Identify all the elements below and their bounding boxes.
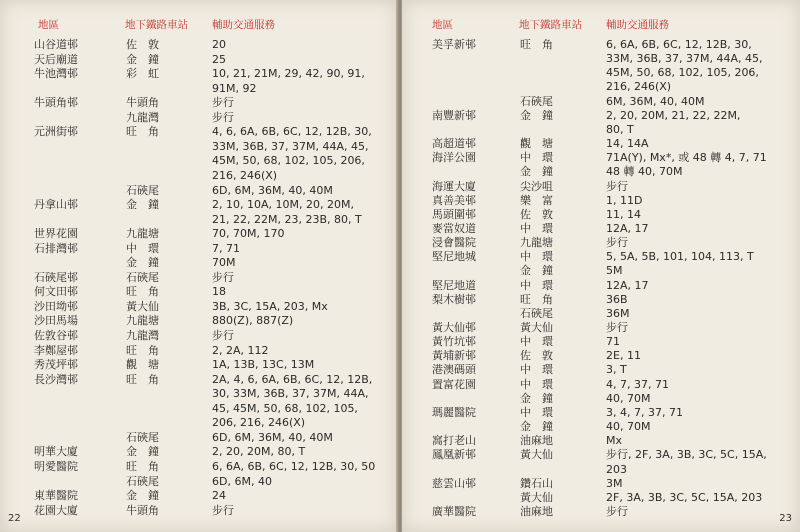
services-cell: 206, 216, 246(X) — [212, 416, 306, 430]
services-cell: 3, 4, 7, 37, 71 — [606, 405, 683, 419]
services-cell: 2, 10, 10A, 10M, 20, 20M, — [212, 198, 354, 212]
area-cell: 馬頭圍邨 — [432, 207, 476, 221]
area-cell: 海運大廈 — [432, 179, 476, 193]
services-cell: 216, 246(X) — [212, 168, 278, 182]
services-cell: 6, 6A, 6B, 6C, 12, 12B, 30, — [606, 38, 752, 51]
station-cell: 旺 角 — [520, 38, 553, 51]
station-cell: 尖沙咀 — [520, 179, 553, 193]
services-cell: 12A, 17 — [606, 278, 649, 292]
station-cell: 樂 富 — [520, 193, 553, 207]
area-cell: 佐敦谷邨 — [34, 329, 78, 342]
services-cell: 18 — [212, 285, 226, 299]
area-cell: 東華醫院 — [34, 489, 78, 503]
station-cell: 牛頭角 — [126, 96, 159, 110]
header-station: 地下鐵路車站 — [519, 19, 582, 31]
station-cell: 中 環 — [520, 363, 553, 377]
table-row — [0, 503, 398, 519]
station-cell: 金 鐘 — [520, 264, 553, 278]
station-cell: 九龍灣 — [126, 329, 159, 342]
services-cell: 1A, 13B, 13C, 13M — [212, 358, 315, 372]
services-cell: 14, 14A — [606, 137, 649, 151]
services-cell: 24 — [212, 489, 226, 503]
station-cell: 中 環 — [520, 335, 553, 349]
area-cell: 瑪麗醫院 — [432, 405, 476, 419]
station-cell: 佐 敦 — [520, 207, 553, 221]
services-cell: 48 轉 40, 70M — [606, 165, 683, 179]
station-cell: 旺 角 — [126, 285, 159, 299]
services-cell: 21, 22, 22M, 23, 23B, 80, T — [212, 212, 362, 226]
header-area: 地區 — [432, 19, 453, 31]
services-cell: 40, 70M — [606, 391, 651, 405]
services-cell: 71 — [606, 335, 620, 349]
area-cell: 山谷道邨 — [34, 38, 78, 51]
area-cell: 海洋公園 — [432, 151, 476, 165]
station-cell: 中 環 — [520, 250, 553, 264]
station-cell: 中 環 — [520, 151, 553, 165]
area-cell: 丹拿山邨 — [34, 198, 78, 212]
services-cell: 71A(Y), Mx*, 或 48 轉 4, 7, 71 — [606, 151, 767, 165]
services-cell: 步行 — [212, 96, 234, 110]
services-cell: 步行 — [212, 110, 234, 124]
area-cell: 元洲街邨 — [34, 125, 78, 139]
services-cell: 40, 70M — [606, 420, 651, 434]
right-page — [402, 0, 800, 532]
services-cell: 33M, 36B, 37, 37M, 44A, 45, — [212, 139, 369, 153]
page-number: 22 — [8, 513, 21, 524]
area-cell: 牛頭角邨 — [34, 96, 78, 110]
area-cell: 石排灣邨 — [34, 241, 78, 255]
area-cell: 堅尼地道 — [432, 278, 476, 292]
area-cell: 明愛醫院 — [34, 459, 78, 473]
header-services: 輔助交通服務 — [606, 19, 669, 31]
services-cell: 步行 — [606, 321, 628, 334]
services-cell: 步行 — [212, 329, 234, 342]
area-cell: 慈雲山邨 — [432, 476, 476, 490]
station-cell: 黃大仙 — [520, 321, 553, 334]
station-cell: 鑽石山 — [520, 476, 553, 490]
station-cell: 彩 虹 — [126, 67, 159, 81]
area-cell: 石硤尾邨 — [34, 270, 78, 284]
station-cell: 旺 角 — [126, 343, 159, 357]
station-cell: 觀 塘 — [520, 137, 553, 151]
station-cell: 金 鐘 — [520, 108, 553, 122]
area-cell: 廣華醫院 — [432, 504, 476, 518]
services-cell: 10, 21, 21M, 29, 42, 90, 91, — [212, 67, 365, 81]
area-cell: 堅尼地城 — [432, 250, 476, 264]
station-cell: 九龍塘 — [126, 227, 159, 241]
area-cell: 浸會醫院 — [432, 236, 476, 250]
area-cell: 何文田邨 — [34, 285, 78, 299]
station-cell: 中 環 — [126, 241, 159, 255]
station-cell: 石硤尾 — [126, 430, 159, 444]
services-cell: 12A, 17 — [606, 221, 649, 235]
area-cell: 麥當奴道 — [432, 221, 476, 235]
services-cell: 7, 71 — [212, 241, 240, 255]
area-cell: 世界花園 — [34, 227, 78, 241]
services-cell: 3, T — [606, 363, 627, 377]
services-cell: 4, 6, 6A, 6B, 6C, 12, 12B, 30, — [212, 125, 372, 139]
services-cell: 4, 7, 37, 71 — [606, 377, 669, 391]
header-services: 輔助交通服務 — [212, 19, 275, 31]
area-cell: 港澳碼頭 — [432, 363, 476, 377]
services-cell: 80, T — [606, 122, 634, 136]
services-cell: 步行 — [606, 236, 628, 250]
area-cell: 美孚新邨 — [432, 38, 476, 51]
services-cell: 70, 70M, 170 — [212, 227, 285, 241]
services-cell: 5, 5A, 5B, 101, 104, 113, T — [606, 250, 754, 264]
services-cell: 2F, 3A, 3B, 3C, 5C, 15A, 203 — [606, 490, 763, 504]
station-cell: 金 鐘 — [126, 256, 159, 270]
services-cell: 步行, 2F, 3A, 3B, 3C, 5C, 15A, — [606, 448, 767, 462]
services-cell: 36M — [606, 306, 630, 320]
services-cell: 1, 11D — [606, 193, 643, 207]
station-cell: 中 環 — [520, 377, 553, 391]
station-cell: 金 鐘 — [126, 198, 159, 212]
services-cell: 33M, 36B, 37, 37M, 44A, 45, — [606, 52, 763, 66]
station-cell: 旺 角 — [126, 372, 159, 386]
station-cell: 石硤尾 — [520, 94, 553, 108]
area-cell: 真善美邨 — [432, 193, 476, 207]
services-cell: 6, 6A, 6B, 6C, 12, 12B, 30, 50 — [212, 459, 376, 473]
services-cell: 20 — [212, 38, 226, 51]
services-cell: Mx — [606, 434, 623, 448]
station-cell: 金 鐘 — [126, 52, 159, 66]
header-station: 地下鐵路車站 — [125, 19, 188, 31]
services-cell: 步行 — [606, 179, 628, 193]
area-cell: 花園大廈 — [34, 503, 78, 517]
services-cell: 2, 2A, 112 — [212, 343, 269, 357]
area-cell: 黃竹坑邨 — [432, 335, 476, 349]
station-cell: 中 環 — [520, 278, 553, 292]
station-cell: 中 環 — [520, 221, 553, 235]
area-cell: 李鄭屋邨 — [34, 343, 78, 357]
station-cell: 九龍塘 — [126, 314, 159, 328]
station-cell: 石硤尾 — [126, 270, 159, 284]
services-cell: 203 — [606, 462, 627, 476]
services-cell: 5M — [606, 264, 623, 278]
station-cell: 中 環 — [520, 405, 553, 419]
station-cell: 牛頭角 — [126, 503, 159, 517]
services-cell: 6M, 36M, 40, 40M — [606, 94, 705, 108]
area-cell: 高超道邨 — [432, 137, 476, 151]
station-cell: 石硤尾 — [126, 474, 159, 488]
services-cell: 25 — [212, 52, 226, 66]
services-cell: 70M — [212, 256, 236, 270]
services-cell: 45M, 50, 68, 102, 105, 206, — [212, 154, 365, 168]
left-page — [0, 0, 398, 532]
station-cell: 金 鐘 — [126, 489, 159, 503]
station-cell: 金 鐘 — [520, 165, 553, 179]
services-cell: 91M, 92 — [212, 81, 257, 95]
station-cell: 金 鐘 — [520, 391, 553, 405]
area-cell: 明華大廈 — [34, 445, 78, 459]
station-cell: 九龍塘 — [520, 236, 553, 250]
services-cell: 3M — [606, 476, 623, 490]
station-cell: 金 鐘 — [126, 445, 159, 459]
area-cell: 牛池灣邨 — [34, 67, 78, 81]
services-cell: 步行 — [212, 503, 234, 517]
area-cell: 長沙灣邨 — [34, 372, 78, 386]
station-cell: 旺 角 — [520, 292, 553, 306]
station-cell: 油麻地 — [520, 504, 553, 518]
services-cell: 11, 14 — [606, 207, 641, 221]
area-cell: 沙田馬場 — [34, 314, 78, 328]
services-cell: 6D, 6M, 36M, 40, 40M — [212, 430, 333, 444]
area-cell: 置富花園 — [432, 377, 476, 391]
area-cell: 窩打老山 — [432, 434, 476, 448]
services-cell: 2, 20, 20M, 21, 22, 22M, — [606, 108, 741, 122]
services-cell: 880(Z), 887(Z) — [212, 314, 294, 328]
services-cell: 3B, 3C, 15A, 203, Mx — [212, 299, 328, 313]
services-cell: 2, 20, 20M, 80, T — [212, 445, 306, 459]
area-cell: 天后廟道 — [34, 52, 78, 66]
services-cell: 216, 246(X) — [606, 80, 672, 94]
services-cell: 45M, 50, 68, 102, 105, 206, — [606, 66, 759, 80]
station-cell: 黃大仙 — [520, 448, 553, 462]
station-cell: 黃大仙 — [126, 299, 159, 313]
area-cell: 沙田坳邨 — [34, 299, 78, 313]
services-cell: 36B — [606, 292, 628, 306]
station-cell: 旺 角 — [126, 459, 159, 473]
services-cell: 45, 45M, 50, 68, 102, 105, — [212, 401, 358, 415]
header-area: 地區 — [38, 19, 59, 31]
services-cell: 6D, 6M, 40 — [212, 474, 272, 488]
services-cell: 30, 33M, 36B, 37, 37M, 44A, — [212, 387, 369, 401]
station-cell: 石硤尾 — [126, 183, 159, 197]
area-cell: 梨木樹邨 — [432, 292, 476, 306]
area-cell: 黃大仙邨 — [432, 321, 476, 334]
station-cell: 旺 角 — [126, 125, 159, 139]
area-cell: 鳳凰新邨 — [432, 448, 476, 462]
station-cell: 金 鐘 — [520, 420, 553, 434]
area-cell: 秀茂坪邨 — [34, 358, 78, 372]
services-cell: 6D, 6M, 36M, 40, 40M — [212, 183, 333, 197]
area-cell: 南豐新邨 — [432, 108, 476, 122]
services-cell: 步行 — [606, 504, 628, 518]
station-cell: 石硤尾 — [520, 306, 553, 320]
page-number: 23 — [779, 513, 792, 524]
services-cell: 步行 — [212, 270, 234, 284]
area-cell: 黃埔新邨 — [432, 349, 476, 363]
station-cell: 觀 塘 — [126, 358, 159, 372]
services-cell: 2E, 11 — [606, 349, 641, 363]
station-cell: 黃大仙 — [520, 490, 553, 504]
station-cell: 油麻地 — [520, 434, 553, 448]
station-cell: 九龍灣 — [126, 110, 159, 124]
station-cell: 佐 敦 — [520, 349, 553, 363]
services-cell: 2A, 4, 6, 6A, 6B, 6C, 12, 12B, — [212, 372, 373, 386]
table-row — [402, 504, 800, 520]
station-cell: 佐 敦 — [126, 38, 159, 51]
